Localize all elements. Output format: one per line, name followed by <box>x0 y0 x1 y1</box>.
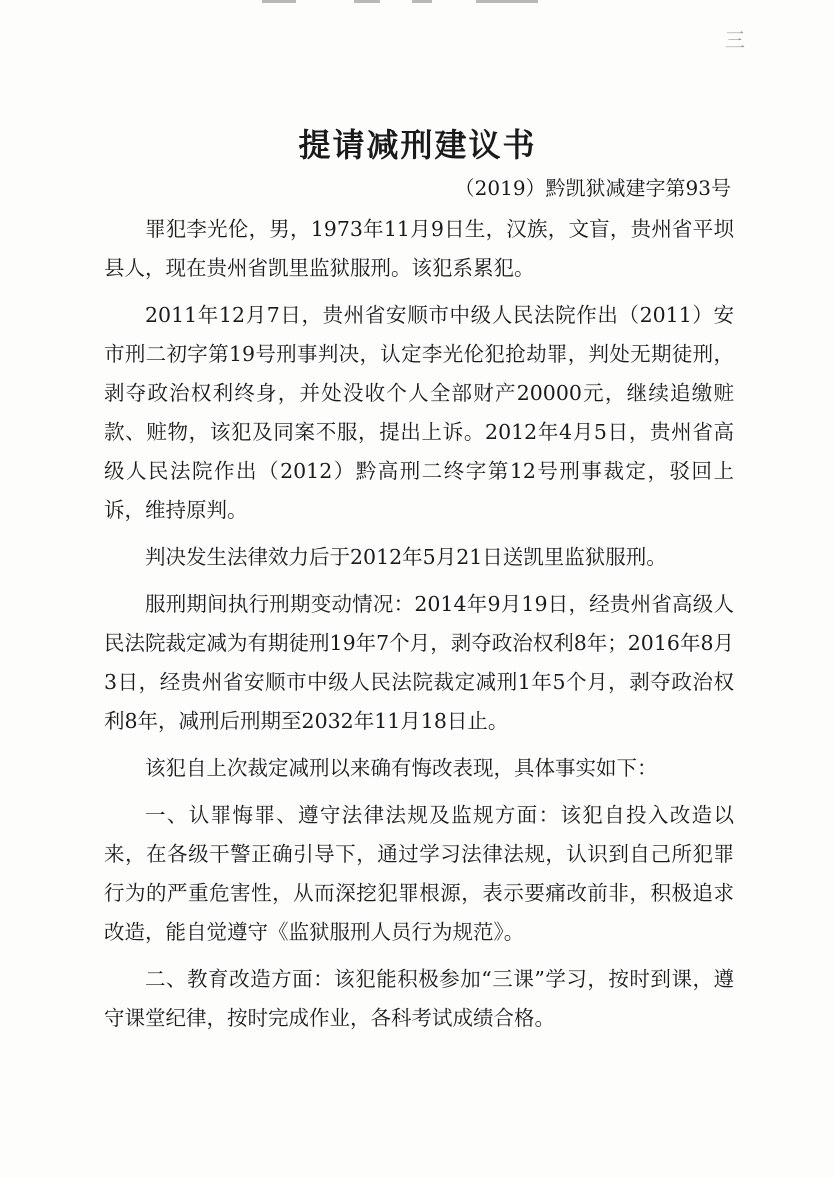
paragraph-sentence-changes: 服刑期间执行刑期变动情况：2014年9月19日，经贵州省高级人民法院裁定减为有期徒刑19年7个月，剥夺政治权利8年；2016年8月3日，经贵州省安顺市中级人民法院裁定减刑1年5个月，剥夺政治权利8年，减刑后刑期至2032年11月18日止。 <box>104 592 734 733</box>
document-body <box>104 210 734 1038</box>
paragraph-original-judgment: 2011年12月7日，贵州省安顺市中级人民法院作出（2011）安市刑二初字第19号刑事判决，认定李光伦犯抢劫罪，判处无期徒刑，剥夺政治权利终身，并处没收个人全部财产20000元，继续追缴赃款、赃物，该犯及同案不服，提出上诉。2012年4月5日，贵州省高级人民法院作出（2012）黔高刑二终字第12号刑事裁定，驳回上诉，维持原判。 <box>104 303 734 522</box>
paragraph-law-compliance: 一、认罪悔罪、遵守法律法规及监规方面：该犯自投入改造以来，在各级干警正确引导下，通过学习法律法规，认识到自己所犯罪行为的严重危害性，从而深挖犯罪根源，表示要痛改前非，积极追求改造，能自觉遵守《监狱服刑人员行为规范》。 <box>104 803 734 944</box>
paragraph-education: 二、教育改造方面：该犯能积极参加“三课”学习，按时到课，遵守课堂纪律，按时完成作业，各科考试成绩合格。 <box>104 967 734 1030</box>
scan-artifact-marks <box>262 0 542 8</box>
document-number: （2019）黔凯狱减建字第93号 <box>454 176 731 200</box>
paragraph-offender-info: 罪犯李光伦，男，1973年11月9日生，汉族，文盲，贵州省平坝县人，现在贵州省凯里监狱服刑。该犯系累犯。 <box>104 217 734 280</box>
paragraph-effective-date: 判决发生法律效力后于2012年5月21日送凯里监狱服刑。 <box>145 545 667 569</box>
document-title: 提请减刑建议书 <box>298 126 537 164</box>
page-number-mark: 三 <box>725 28 745 52</box>
paragraph-repentance-intro: 该犯自上次裁定减刑以来确有悔改表现，具体事实如下： <box>145 756 658 780</box>
